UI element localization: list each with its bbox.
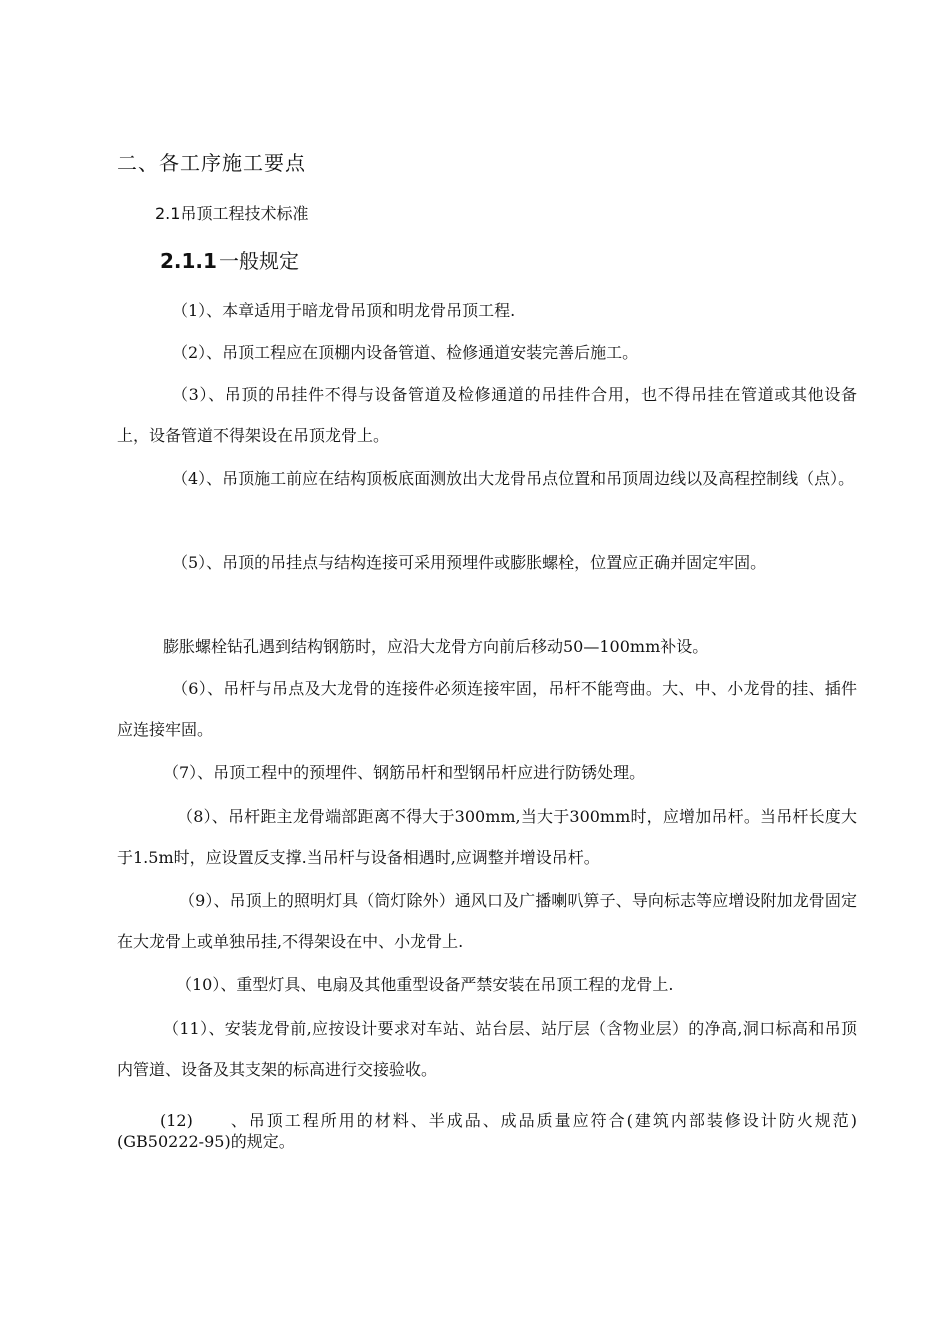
paragraph-13: (12) 、吊顶工程所用的材料、半成品、成品质量应符合(建筑内部装修设计防火规范)(GB50222-95)的规定。	[117, 1111, 857, 1151]
section-title: 二、各工序施工要点	[117, 151, 306, 175]
sub-subsection-title: 一般规定	[218, 249, 299, 273]
paragraph-3: （3）、吊顶的吊挂件不得与设备管道及检修通道的吊挂件合用，也不得吊挂在管道或其他设备上，设备管道不得架设在吊顶龙骨上。	[117, 385, 857, 445]
subsection-title: 2.1吊顶工程技术标准	[155, 204, 309, 223]
sub-subsection-number: 2.1.1	[160, 249, 217, 273]
sub-subsection-heading	[160, 245, 299, 274]
paragraph-2: （2）、吊顶工程应在顶棚内设备管道、检修通道安装完善后施工。	[172, 343, 639, 362]
paragraph-1: （1）、本章适用于暗龙骨吊顶和明龙骨吊顶工程.	[172, 301, 516, 320]
paragraph-4: （4）、吊顶施工前应在结构顶板底面测放出大龙骨吊点位置和吊顶周边线以及高程控制线（点）。	[172, 469, 855, 488]
paragraph-6: 膨胀螺栓钻孔遇到结构钢筋时，应沿大龙骨方向前后移动50—100mm补设。	[163, 637, 709, 656]
paragraph-7: （6）、吊杆与吊点及大龙骨的连接件必须连接牢固，吊杆不能弯曲。大、中、小龙骨的挂、插件应连接牢固。	[117, 679, 857, 739]
paragraph-10: （9）、吊顶上的照明灯具（筒灯除外）通风口及广播喇叭箅子、导向标志等应增设附加龙骨固定在大龙骨上或单独吊挂,不得架设在中、小龙骨上.	[117, 891, 857, 951]
paragraph-5: （5）、吊顶的吊挂点与结构连接可采用预埋件或膨胀螺栓，位置应正确并固定牢固。	[172, 553, 767, 572]
paragraph-11: （10）、重型灯具、电扇及其他重型设备严禁安装在吊顶工程的龙骨上.	[176, 975, 674, 994]
paragraph-8: （7）、吊顶工程中的预埋件、钢筋吊杆和型钢吊杆应进行防锈处理。	[163, 763, 646, 782]
paragraph-9: （8）、吊杆距主龙骨端部距离不得大于300mm,当大于300mm时，应增加吊杆。当吊杆长度大于1.5m时，应设置反支撑.当吊杆与设备相遇时,应调整并增设吊杆。	[117, 807, 857, 867]
paragraph-12: （11）、安装龙骨前,应按设计要求对车站、站台层、站厅层（含物业层）的净高,洞口标高和吊顶内管道、设备及其支架的标高进行交接验收。	[117, 1019, 857, 1079]
